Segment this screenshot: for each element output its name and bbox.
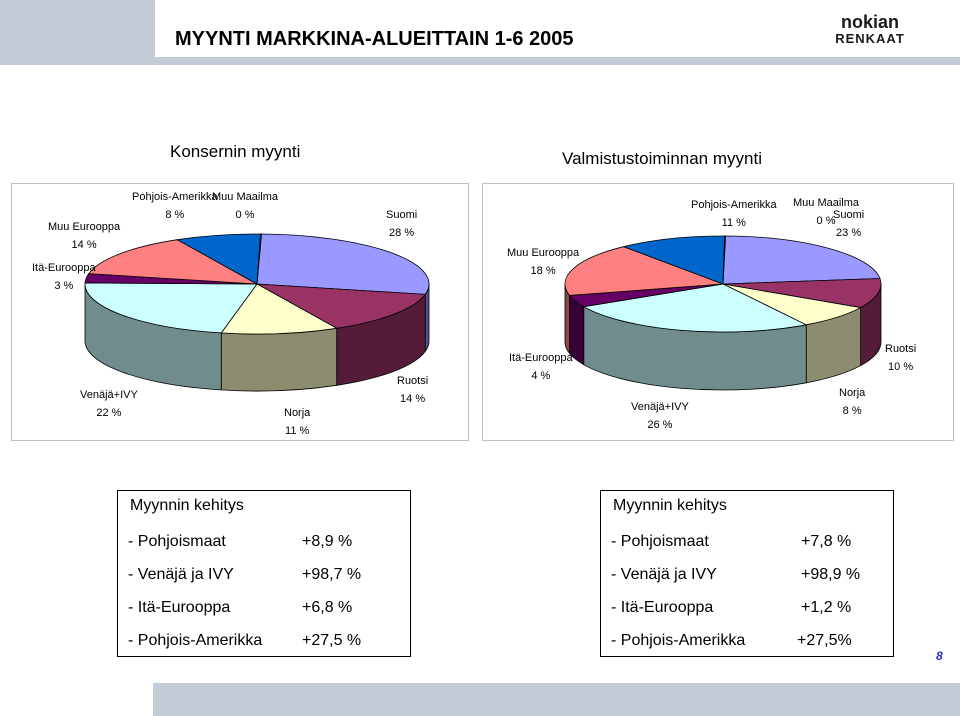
- pie-label-venaja-ivy-2: Venäjä+IVY 26 %: [631, 401, 689, 431]
- pie-label-suomi-2: Suomi 23 %: [833, 209, 865, 239]
- sales-row-label: - Pohjoismaat: [128, 533, 226, 550]
- sales-row-label: - Itä-Eurooppa: [128, 599, 231, 616]
- sales-row-value: +1,2 %: [801, 599, 852, 616]
- sales-row-label: - Venäjä ja IVY: [128, 566, 234, 583]
- sales-box-title: Myynnin kehitys: [613, 497, 727, 514]
- sales-row-value: +7,8 %: [801, 533, 852, 550]
- sales-box-title: Myynnin kehitys: [130, 497, 244, 514]
- nokian-renkaat-logo: [810, 12, 930, 46]
- sales-row-label: - Pohjois-Amerikka: [611, 632, 746, 649]
- pie-label-suomi: Suomi 28 %: [386, 209, 418, 239]
- sales-row-value: +27,5%: [797, 632, 852, 649]
- pie-chart-valmistus: [482, 183, 954, 441]
- pie-label-ruotsi: Ruotsi 14 %: [397, 375, 429, 405]
- chart-title-konserni: Konsernin myynti: [170, 142, 301, 161]
- pie-label-muu-maailma: Muu Maailma 0 %: [212, 191, 279, 221]
- header-band: [0, 57, 960, 65]
- pie-label-ruotsi-2: Ruotsi 10 %: [885, 343, 917, 373]
- chart-title-valmistus: Valmistustoiminnan myynti: [562, 149, 762, 168]
- logo-top-text: nokian: [840, 12, 900, 32]
- pie-side-norja: [221, 328, 336, 391]
- sales-row-value: +6,8 %: [302, 599, 353, 616]
- page-number: 8: [936, 649, 943, 663]
- pie-label-ita-eurooppa-2: Itä-Eurooppa 4 %: [509, 352, 573, 382]
- pie-label-norja-2: Norja 8 %: [839, 387, 866, 417]
- sales-row-value: +27,5 %: [302, 632, 362, 649]
- sales-row-value: +98,9 %: [801, 566, 861, 583]
- sales-row-label: - Itä-Eurooppa: [611, 599, 714, 616]
- sales-row-label: - Venäjä ja IVY: [611, 566, 717, 583]
- pie-label-pohjois-amerikka-2: Pohjois-Amerikka 11 %: [691, 199, 777, 229]
- pie-label-ita-eurooppa: Itä-Eurooppa 3 %: [32, 262, 96, 292]
- pie-label-venaja-ivy: Venäjä+IVY 22 %: [80, 389, 138, 419]
- sales-box-valmistus: [600, 490, 894, 657]
- sales-row-label: - Pohjois-Amerikka: [128, 632, 263, 649]
- pie-chart-konserni: [11, 183, 469, 441]
- pie-label-muu-eurooppa: Muu Eurooppa 14 %: [48, 221, 121, 251]
- pie-label-pohjois-amerikka: Pohjois-Amerikka 8 %: [132, 191, 218, 221]
- logo-bottom-text: RENKAAT: [835, 31, 905, 46]
- pie-label-norja: Norja 11 %: [284, 407, 311, 437]
- page-title: MYYNTI MARKKINA-ALUEITTAIN 1-6 2005: [175, 28, 574, 50]
- pie-slice-suomi: [723, 236, 880, 284]
- sales-row-label: - Pohjoismaat: [611, 533, 709, 550]
- footer-band: [153, 683, 960, 716]
- sales-box-konserni: [117, 490, 411, 657]
- sales-row-value: +98,7 %: [302, 566, 362, 583]
- pie-label-muu-eurooppa-2: Muu Eurooppa 18 %: [507, 247, 580, 277]
- sales-row-value: +8,9 %: [302, 533, 353, 550]
- pie-label-muu-maailma-2: Muu Maailma 0 %: [793, 197, 860, 227]
- header-corner-block: [0, 0, 155, 57]
